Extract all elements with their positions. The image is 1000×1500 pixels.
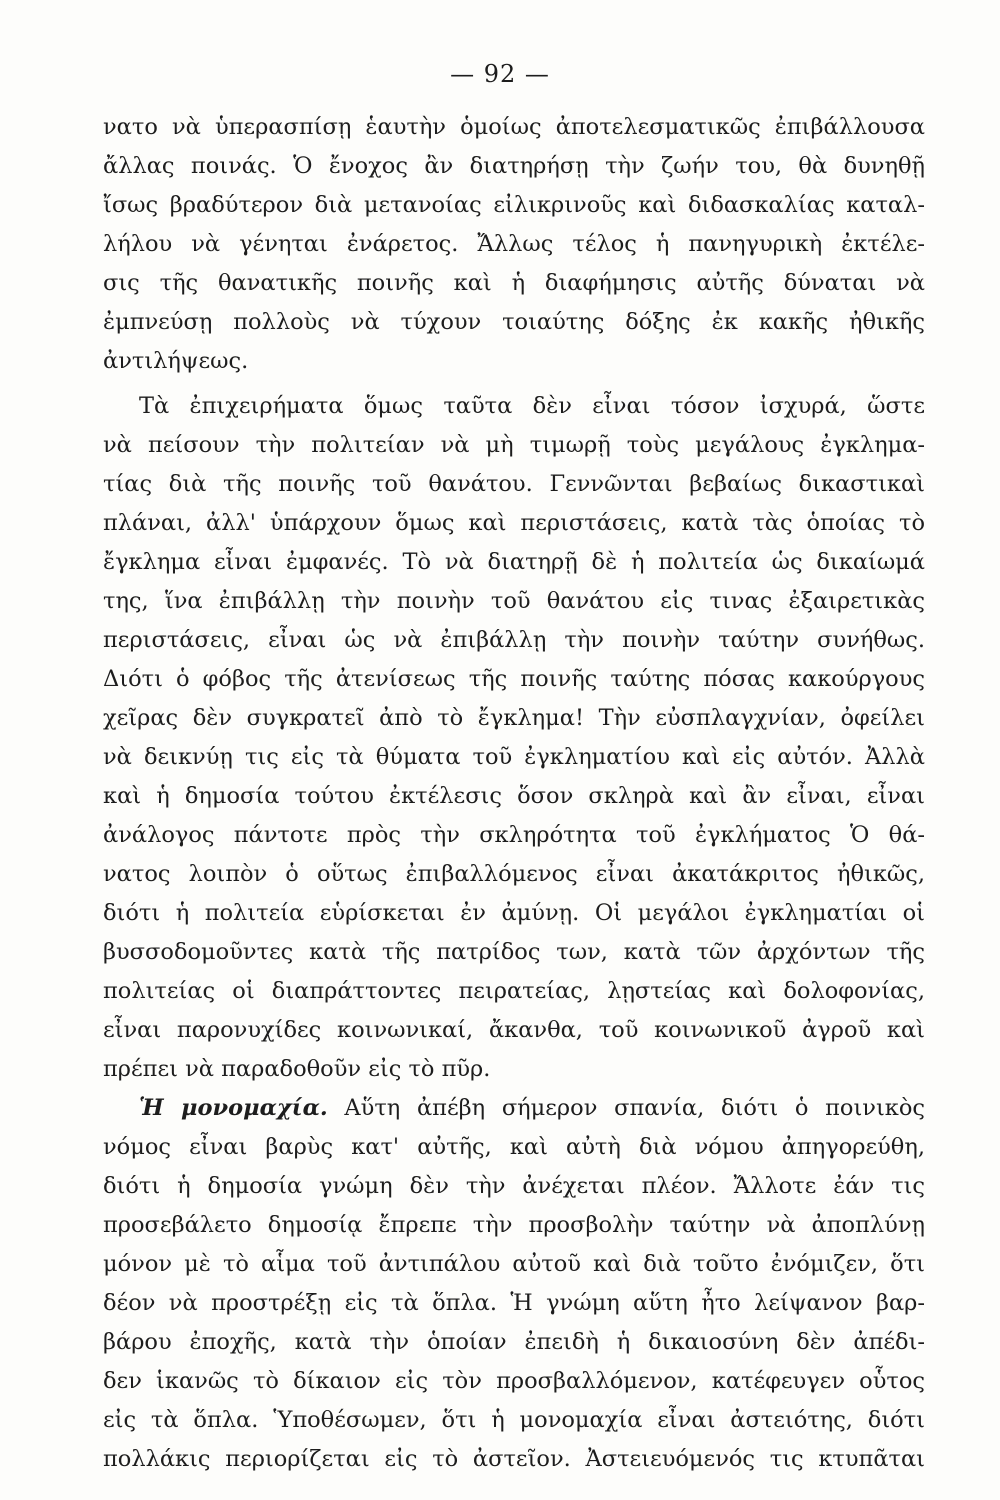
text-line: πολιτείας οἱ διαπράττοντες πειρατείας, λῃστείας καὶ δολοφονίας,	[103, 978, 925, 1004]
text-line: νατος λοιπὸν ὁ οὕτως ἐπιβαλλόμενος εἶναι ἀκατάκριτος ἠθικῶς,	[103, 861, 925, 887]
text-line: βυσσοδομοῦντες κατὰ τῆς πατρίδος των, κατὰ τῶν ἀρχόντων τῆς	[103, 939, 925, 965]
text-line: πολλάκις περιορίζεται εἰς τὸ ἀστεῖον. Ἀστειευόμενός τις κτυπᾶται	[103, 1446, 925, 1472]
text-line: ἀνάλογος πάντοτε πρὸς τὴν σκληρότητα τοῦ ἐγκλήματος Ὁ θά-	[103, 822, 925, 848]
paragraph-3	[103, 1089, 925, 1479]
text-line: καὶ ἡ δημοσία τούτου ἐκτέλεσις ὅσον σκληρὰ καὶ ἂν εἶναι, εἶναι	[103, 783, 925, 809]
text-line: δέον νὰ προστρέξῃ εἰς τὰ ὅπλα. Ἡ γνώμη αὕτη ἦτο λείψανον βαρ-	[103, 1290, 925, 1316]
text-line: χεῖρας δὲν συγκρατεῖ ἀπὸ τὸ ἔγκλημα! Τὴν εὐσπλαγχνίαν, ὀφείλει	[103, 705, 925, 731]
text-line: ἴσως βραδύτερον διὰ μετανοίας εἰλικρινοῦς καὶ διδασκαλίας καταλ-	[103, 192, 925, 218]
text-line: σις τῆς θανατικῆς ποινῆς καὶ ἡ διαφήμησις αὐτῆς δύναται νὰ	[103, 270, 925, 296]
heading-line-text: Αὕτη ἀπέβη σήμερον σπανία, διότι ὁ ποινικὸς	[327, 1095, 925, 1121]
text-line: ἔγκλημα εἶναι ἐμφανές. Τὸ νὰ διατηρῇ δὲ ἡ πολιτεία ὡς δικαίωμά	[103, 549, 925, 575]
text-line: λήλου νὰ γένηται ἐνάρετος. Ἄλλως τέλος ἡ πανηγυρικὴ ἐκτέλε-	[103, 231, 925, 257]
text-line: μόνον μὲ τὸ αἷμα τοῦ ἀντιπάλου αὐτοῦ καὶ διὰ τοῦτο ἐνόμιζεν, ὅτι	[103, 1251, 925, 1277]
text-line: προσεβάλετο δημοσίᾳ ἔπρεπε τὴν προσβολὴν ταύτην νὰ ἀποπλύνῃ	[103, 1212, 925, 1238]
text-line: νατο νὰ ὑπερασπίσῃ ἑαυτὴν ὁμοίως ἀποτελεσματικῶς ἐπιβάλλουσα	[103, 114, 925, 140]
text-line: εἶναι παρονυχίδες κοινωνικαί, ἄκανθα, τοῦ κοινωνικοῦ ἀγροῦ καὶ	[103, 1017, 925, 1043]
section-heading: Ἡ μονομαχία.	[139, 1095, 328, 1121]
page-number: — 92 —	[450, 60, 550, 88]
text-line: νόμος εἶναι βαρὺς κατ' αὐτῆς, καὶ αὐτὴ διὰ νόμου ἀπηγορεύθη,	[103, 1134, 925, 1160]
text-line: της, ἵνα ἐπιβάλλῃ τὴν ποινὴν τοῦ θανάτου εἰς τινας ἐξαιρετικὰς	[103, 588, 925, 614]
text-line: διότι ἡ πολιτεία εὑρίσκεται ἐν ἀμύνῃ. Οἱ μεγάλοι ἐγκληματίαι οἱ	[103, 900, 925, 926]
text-line: Διότι ὁ φόβος τῆς ἀτενίσεως τῆς ποινῆς ταύτης πόσας κακούργους	[103, 666, 925, 692]
text-line: περιστάσεις, εἶναι ὡς νὰ ἐπιβάλλῃ τὴν ποινὴν ταύτην συνήθως.	[103, 627, 925, 653]
paragraph-2	[103, 387, 925, 1089]
text-line: νὰ πείσουν τὴν πολιτείαν νὰ μὴ τιμωρῇ τοὺς μεγάλους ἐγκλημα-	[103, 432, 925, 458]
text-line: εἰς τὰ ὅπλα. Ὑποθέσωμεν, ὅτι ἡ μονομαχία εἶναι ἀστειότης, διότι	[103, 1407, 925, 1433]
text-line: τίας διὰ τῆς ποινῆς τοῦ θανάτου. Γεννῶνται βεβαίως δικαστικαὶ	[103, 471, 925, 497]
text-line: δεν ἱκανῶς τὸ δίκαιον εἰς τὸν προσβαλλόμενον, κατέφευγεν οὗτος	[103, 1368, 925, 1394]
paragraph-1	[103, 108, 925, 381]
text-line: ἄλλας ποινάς. Ὁ ἔνοχος ἂν διατηρήσῃ τὴν ζωήν του, θὰ δυνηθῇ	[103, 153, 925, 179]
text-line: νὰ δεικνύῃ τις εἰς τὰ θύματα τοῦ ἐγκληματίου καὶ εἰς αὐτόν. Ἀλλὰ	[103, 744, 925, 770]
text-line: πρέπει νὰ παραδοθοῦν εἰς τὸ πῦρ.	[103, 1056, 491, 1082]
text-line: Τὰ ἐπιχειρήματα ὅμως ταῦτα δὲν εἶναι τόσον ἰσχυρά, ὥστε	[139, 393, 925, 419]
text-line	[103, 1089, 925, 1128]
text-line: πλάναι, ἀλλ' ὑπάρχουν ὅμως καὶ περιστάσεις, κατὰ τὰς ὁποίας τὸ	[103, 510, 925, 536]
text-line: ἐμπνεύσῃ πολλοὺς νὰ τύχουν τοιαύτης δόξης ἐκ κακῆς ἠθικῆς	[103, 309, 925, 335]
text-line: βάρου ἐποχῆς, κατὰ τὴν ὁποίαν ἐπειδὴ ἡ δικαιοσύνη δὲν ἀπέδι-	[103, 1329, 925, 1355]
body-text	[103, 108, 925, 1479]
text-line: διότι ἡ δημοσία γνώμη δὲν τὴν ἀνέχεται πλέον. Ἄλλοτε ἐάν τις	[103, 1173, 925, 1199]
text-line: ἀντιλήψεως.	[103, 348, 249, 374]
